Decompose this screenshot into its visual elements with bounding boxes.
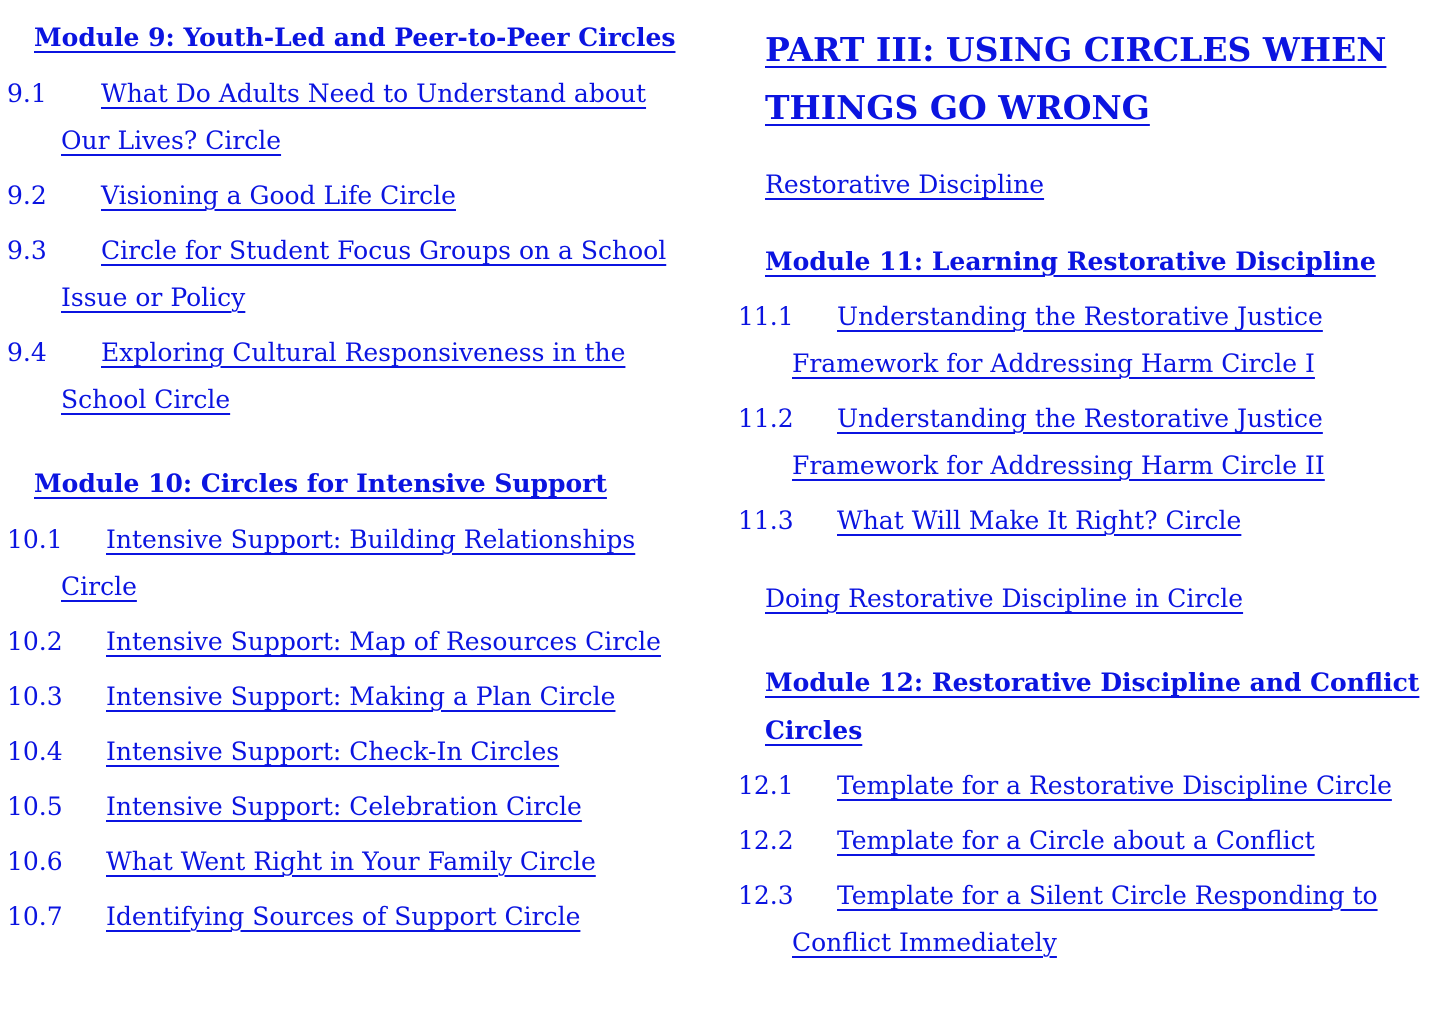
toc-entry-12-3[interactable] — [738, 872, 1378, 966]
entry-title-line2: Conflict Immediately — [792, 928, 1057, 957]
entry-title-line1: Intensive Support: Check-In Circles — [106, 737, 560, 766]
doing-restorative-discipline-link[interactable]: Doing Restorative Discipline in Circle — [765, 584, 1244, 613]
toc-entry-10-4[interactable] — [7, 728, 560, 775]
toc-entry-10-7[interactable] — [7, 893, 581, 940]
toc-entry-9-3[interactable] — [7, 227, 667, 321]
entry-number: 10.7 — [7, 902, 63, 931]
entry-title-line1: What Went Right in Your Family Circle — [106, 847, 596, 876]
entry-title-line2: Our Lives? Circle — [61, 126, 282, 155]
toc-entry-11-1[interactable] — [738, 293, 1323, 387]
entry-title-line1: Intensive Support: Celebration Circle — [106, 792, 582, 821]
entry-title-line2: Issue or Policy — [61, 283, 246, 312]
entry-number: 9.3 — [7, 236, 47, 265]
entry-number: 12.2 — [738, 826, 794, 855]
entry-number: 11.2 — [738, 404, 794, 433]
entry-title-line1: Intensive Support: Building Relationships — [106, 525, 636, 554]
entry-number: 10.2 — [7, 627, 63, 656]
entry-title-line1: Visioning a Good Life Circle — [101, 181, 456, 210]
entry-title-line1: Intensive Support: Map of Resources Circle — [106, 627, 661, 656]
entry-number: 10.5 — [7, 792, 63, 821]
module-10-heading[interactable]: Module 10: Circles for Intensive Support — [34, 469, 607, 498]
toc-entry-10-6[interactable] — [7, 838, 596, 885]
entry-title-line1: What Will Make It Right? Circle — [837, 506, 1242, 535]
toc-entry-11-2[interactable] — [738, 395, 1325, 489]
entry-number: 9.1 — [7, 79, 47, 108]
entry-title-line1: Understanding the Restorative Justice — [837, 302, 1323, 331]
entry-title-line2: Framework for Addressing Harm Circle II — [792, 451, 1325, 480]
entry-number: 9.4 — [7, 338, 47, 367]
module-11-heading[interactable]: Module 11: Learning Restorative Discipline — [765, 247, 1376, 276]
toc-entry-10-2[interactable] — [7, 618, 661, 665]
entry-title-line1: What Do Adults Need to Understand about — [101, 79, 647, 108]
toc-entry-9-2[interactable] — [7, 172, 456, 219]
entry-number: 12.1 — [738, 771, 794, 800]
toc-entry-9-4[interactable] — [7, 329, 626, 423]
entry-number: 10.1 — [7, 525, 63, 554]
entry-title-line1: Template for a Restorative Discipline Circle — [837, 771, 1392, 800]
entry-title-line2: School Circle — [61, 385, 231, 414]
toc-entry-10-1[interactable] — [7, 516, 636, 610]
part-heading-line1: PART III: USING CIRCLES WHEN — [765, 30, 1387, 69]
toc-entry-11-3[interactable] — [738, 497, 1242, 544]
entry-title-line1: Intensive Support: Making a Plan Circle — [106, 682, 616, 711]
entry-title-line1: Identifying Sources of Support Circle — [106, 902, 581, 931]
part-heading-line2: THINGS GO WRONG — [765, 88, 1150, 127]
entry-number: 11.3 — [738, 506, 794, 535]
module-12-heading[interactable] — [765, 659, 1419, 755]
restorative-discipline-link[interactable]: Restorative Discipline — [765, 170, 1045, 199]
module-heading-line2: Circles — [765, 716, 863, 745]
part-3-heading[interactable] — [765, 21, 1386, 137]
entry-title-line1: Template for a Circle about a Conflict — [837, 826, 1315, 855]
module-heading-line1: Module 12: Restorative Discipline and Conflict — [765, 668, 1420, 697]
entry-number: 11.1 — [738, 302, 794, 331]
entry-number: 9.2 — [7, 181, 47, 210]
toc-entry-10-3[interactable] — [7, 673, 616, 720]
toc-entry-12-1[interactable] — [738, 762, 1392, 809]
toc-entry-12-2[interactable] — [738, 817, 1315, 864]
module-9-heading[interactable]: Module 9: Youth-Led and Peer-to-Peer Circles — [34, 23, 676, 52]
entry-number: 12.3 — [738, 881, 794, 910]
entry-title-line1: Understanding the Restorative Justice — [837, 404, 1323, 433]
entry-title-line1: Exploring Cultural Responsiveness in the — [101, 338, 626, 367]
toc-entry-10-5[interactable] — [7, 783, 582, 830]
toc-entry-9-1[interactable] — [7, 70, 647, 164]
entry-number: 10.6 — [7, 847, 63, 876]
entry-title-line1: Template for a Silent Circle Responding to — [837, 881, 1378, 910]
entry-title-line2: Framework for Addressing Harm Circle I — [792, 349, 1315, 378]
entry-number: 10.4 — [7, 737, 63, 766]
entry-number: 10.3 — [7, 682, 63, 711]
entry-title-line2: Circle — [61, 572, 137, 601]
entry-title-line1: Circle for Student Focus Groups on a School — [101, 236, 667, 265]
